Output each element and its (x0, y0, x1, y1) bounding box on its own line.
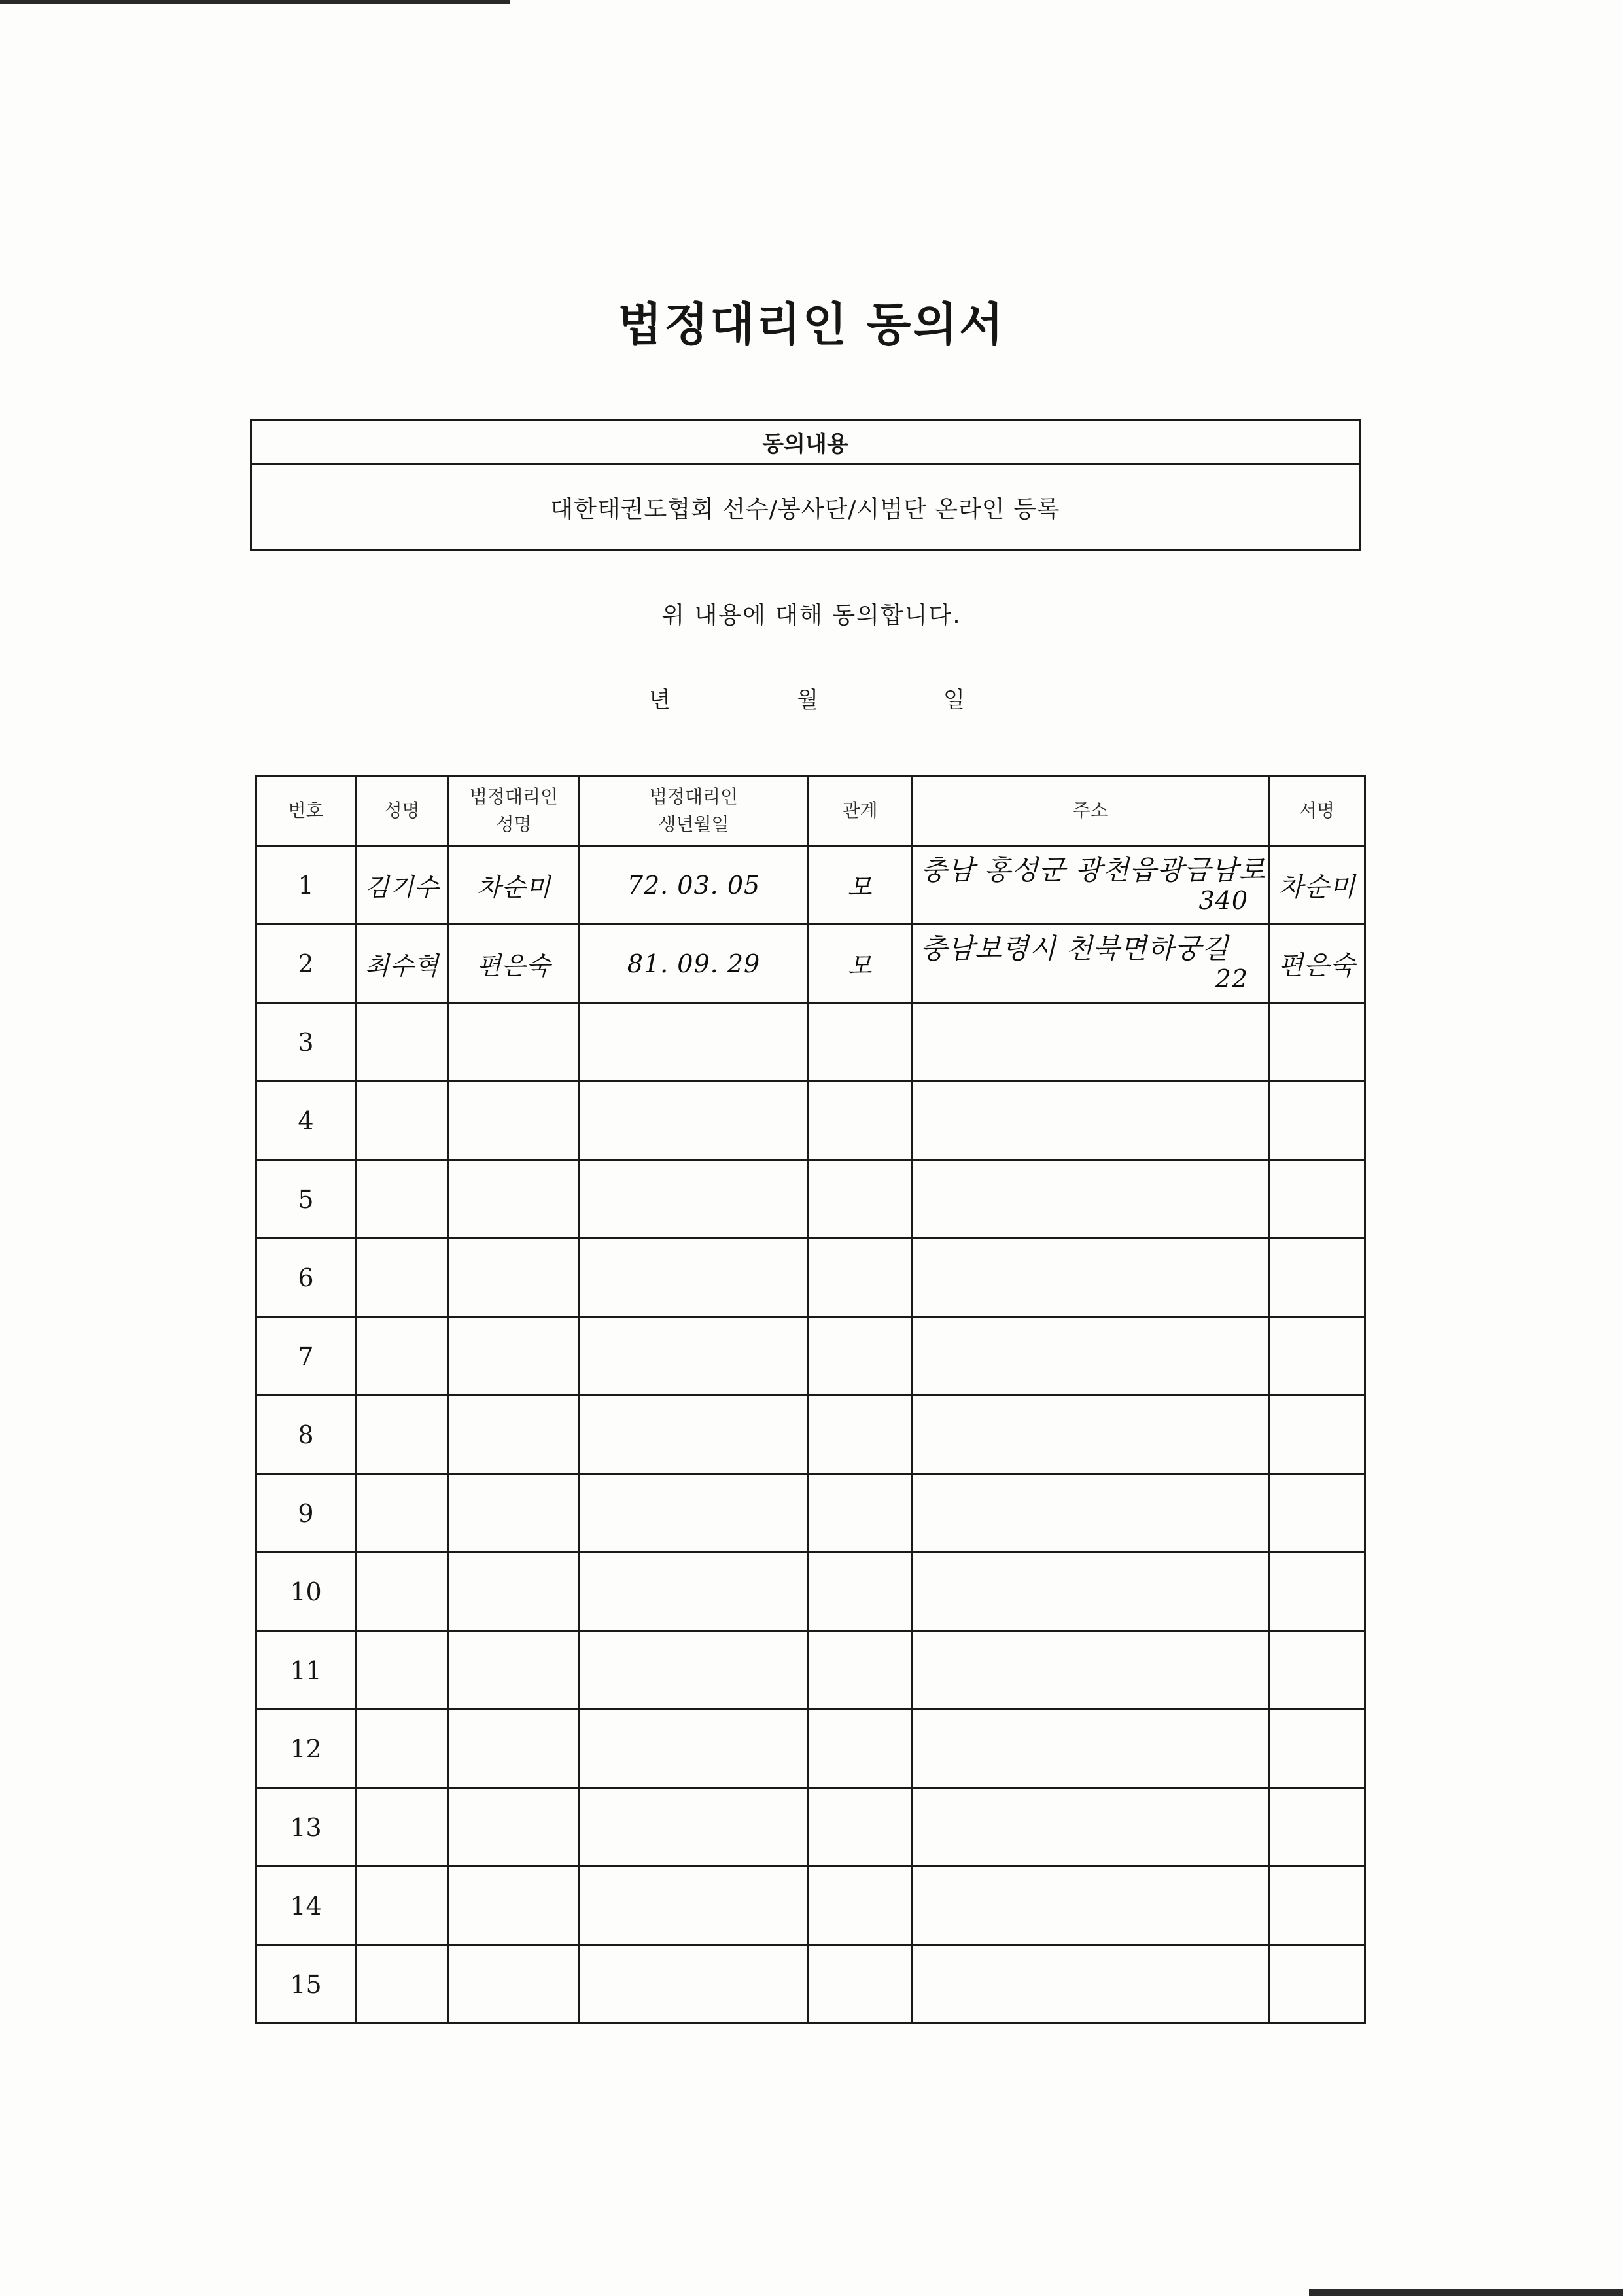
header-relation: 관계 (809, 776, 912, 846)
row-no: 13 (256, 1788, 356, 1867)
header-no: 번호 (256, 776, 356, 846)
table-row (256, 1317, 1365, 1396)
row-no: 14 (256, 1867, 356, 1945)
row-no: 11 (256, 1631, 356, 1710)
row-address (912, 1317, 1269, 1396)
table-row (256, 1396, 1365, 1474)
table-row (256, 1474, 1365, 1553)
row-signature: 차순미 (1269, 846, 1365, 925)
row-address (912, 1396, 1269, 1474)
row-name (356, 1160, 449, 1239)
row-name (356, 1474, 449, 1553)
row-no: 7 (256, 1317, 356, 1396)
row-guardian-name (449, 1474, 580, 1553)
row-guardian-name (449, 1160, 580, 1239)
date-month-label: 월 (797, 687, 818, 713)
row-name: 김기수 (356, 846, 449, 925)
row-name (356, 1710, 449, 1788)
consent-header: 동의내용 (252, 421, 1359, 465)
row-relation (809, 1867, 912, 1945)
row-guardian-birth (580, 1945, 809, 2024)
row-guardian-name (449, 1003, 580, 1082)
row-guardian-name (449, 1710, 580, 1788)
row-address (912, 1867, 1269, 1945)
row-signature (1269, 1788, 1365, 1867)
row-address (912, 1553, 1269, 1631)
scan-edge-top (0, 0, 510, 4)
row-address (912, 846, 1269, 925)
row-guardian-name (449, 1788, 580, 1867)
row-signature (1269, 1474, 1365, 1553)
date-year-label: 년 (649, 687, 671, 713)
header-signature: 서명 (1269, 776, 1365, 846)
row-guardian-name: 차순미 (449, 846, 580, 925)
header-guardian-birth (580, 776, 809, 846)
header-address: 주소 (912, 776, 1269, 846)
agreement-text: 위 내용에 대해 동의합니다. (661, 602, 962, 629)
row-relation (809, 1396, 912, 1474)
row-guardian-birth: 72. 03. 05 (580, 846, 809, 925)
row-guardian-birth (580, 1553, 809, 1631)
row-signature (1269, 1867, 1365, 1945)
date-day-label: 일 (943, 687, 965, 713)
row-signature (1269, 1003, 1365, 1082)
row-guardian-birth (580, 1474, 809, 1553)
row-address (912, 1160, 1269, 1239)
row-no: 4 (256, 1082, 356, 1160)
row-name (356, 1317, 449, 1396)
row-address (912, 1788, 1269, 1867)
row-guardian-birth (580, 1082, 809, 1160)
row-guardian-name (449, 1317, 580, 1396)
row-guardian-name (449, 1945, 580, 2024)
row-guardian-name (449, 1553, 580, 1631)
row-address-main: 충남보령시 천북면하궁길 (920, 932, 1229, 964)
row-signature: 편은숙 (1269, 925, 1365, 1003)
row-no: 15 (256, 1945, 356, 2024)
row-no: 5 (256, 1160, 356, 1239)
row-guardian-birth (580, 1710, 809, 1788)
row-relation (809, 1474, 912, 1553)
row-no: 10 (256, 1553, 356, 1631)
row-name (356, 1631, 449, 1710)
row-name (356, 1396, 449, 1474)
row-guardian-birth (580, 1003, 809, 1082)
row-no: 12 (256, 1710, 356, 1788)
scan-edge-bottom (1309, 2289, 1623, 2296)
row-name (356, 1003, 449, 1082)
row-guardian-birth (580, 1631, 809, 1710)
header-guardian-name (449, 776, 580, 846)
row-no: 9 (256, 1474, 356, 1553)
header-guardian-name-line1: 법정대리인 (469, 786, 559, 807)
row-relation (809, 1160, 912, 1239)
row-relation (809, 1553, 912, 1631)
header-guardian-name-line2: 성명 (496, 813, 532, 835)
row-address (912, 1082, 1269, 1160)
row-relation (809, 1239, 912, 1317)
row-no: 6 (256, 1239, 356, 1317)
table-row (256, 1160, 1365, 1239)
row-guardian-name (449, 1082, 580, 1160)
row-relation (809, 1082, 912, 1160)
row-address (912, 1239, 1269, 1317)
row-signature (1269, 1631, 1365, 1710)
row-guardian-name (449, 1239, 580, 1317)
row-signature (1269, 1553, 1365, 1631)
row-name (356, 1239, 449, 1317)
row-relation (809, 1710, 912, 1788)
row-signature (1269, 1160, 1365, 1239)
row-no: 1 (256, 846, 356, 925)
row-address (912, 1003, 1269, 1082)
row-address (912, 1945, 1269, 2024)
table-row (256, 925, 1365, 1003)
header-guardian-birth-line2: 생년월일 (658, 813, 729, 835)
consent-box (250, 419, 1361, 551)
row-address (912, 925, 1269, 1003)
row-relation (809, 1631, 912, 1710)
row-relation: 모 (809, 846, 912, 925)
table-header-row (256, 776, 1365, 846)
row-no: 2 (256, 925, 356, 1003)
row-relation (809, 1003, 912, 1082)
table-row (256, 1239, 1365, 1317)
row-relation: 모 (809, 925, 912, 1003)
table-row (256, 1945, 1365, 2024)
row-guardian-birth (580, 1317, 809, 1396)
row-signature (1269, 1317, 1365, 1396)
row-name (356, 1945, 449, 2024)
row-signature (1269, 1710, 1365, 1788)
header-name: 성명 (356, 776, 449, 846)
row-signature (1269, 1082, 1365, 1160)
row-name (356, 1553, 449, 1631)
row-no: 8 (256, 1396, 356, 1474)
row-address-extra: 22 (1215, 964, 1248, 993)
row-guardian-birth: 81. 09. 29 (580, 925, 809, 1003)
row-guardian-birth (580, 1396, 809, 1474)
row-name: 최수혁 (356, 925, 449, 1003)
row-address (912, 1710, 1269, 1788)
table-row (256, 1867, 1365, 1945)
header-guardian-birth-line1: 법정대리인 (649, 786, 739, 807)
row-signature (1269, 1945, 1365, 2024)
row-relation (809, 1788, 912, 1867)
row-guardian-birth (580, 1788, 809, 1867)
row-guardian-name (449, 1631, 580, 1710)
row-guardian-birth (580, 1160, 809, 1239)
row-name (356, 1082, 449, 1160)
row-relation (809, 1945, 912, 2024)
table-row (256, 1710, 1365, 1788)
row-name (356, 1867, 449, 1945)
row-no: 3 (256, 1003, 356, 1082)
row-guardian-name (449, 1867, 580, 1945)
guardian-roster-table (255, 775, 1366, 2024)
table-row (256, 1003, 1365, 1082)
row-name (356, 1788, 449, 1867)
table-row (256, 1631, 1365, 1710)
row-address (912, 1474, 1269, 1553)
row-guardian-name: 편은숙 (449, 925, 580, 1003)
row-address (912, 1631, 1269, 1710)
row-guardian-birth (580, 1239, 809, 1317)
table-row (256, 846, 1365, 925)
table-row (256, 1788, 1365, 1867)
table-row (256, 1082, 1365, 1160)
table-row (256, 1553, 1365, 1631)
row-relation (809, 1317, 912, 1396)
row-guardian-name (449, 1396, 580, 1474)
row-signature (1269, 1396, 1365, 1474)
row-address-main: 충남 홍성군 광천읍광금남로 (920, 853, 1266, 886)
row-address-extra: 340 (1198, 885, 1248, 915)
row-guardian-birth (580, 1867, 809, 1945)
consent-content: 대한태권도협회 선수/봉사단/시범단 온라인 등록 (550, 495, 1060, 523)
row-signature (1269, 1239, 1365, 1317)
document-title: 법정대리인 동의서 (618, 297, 1005, 351)
